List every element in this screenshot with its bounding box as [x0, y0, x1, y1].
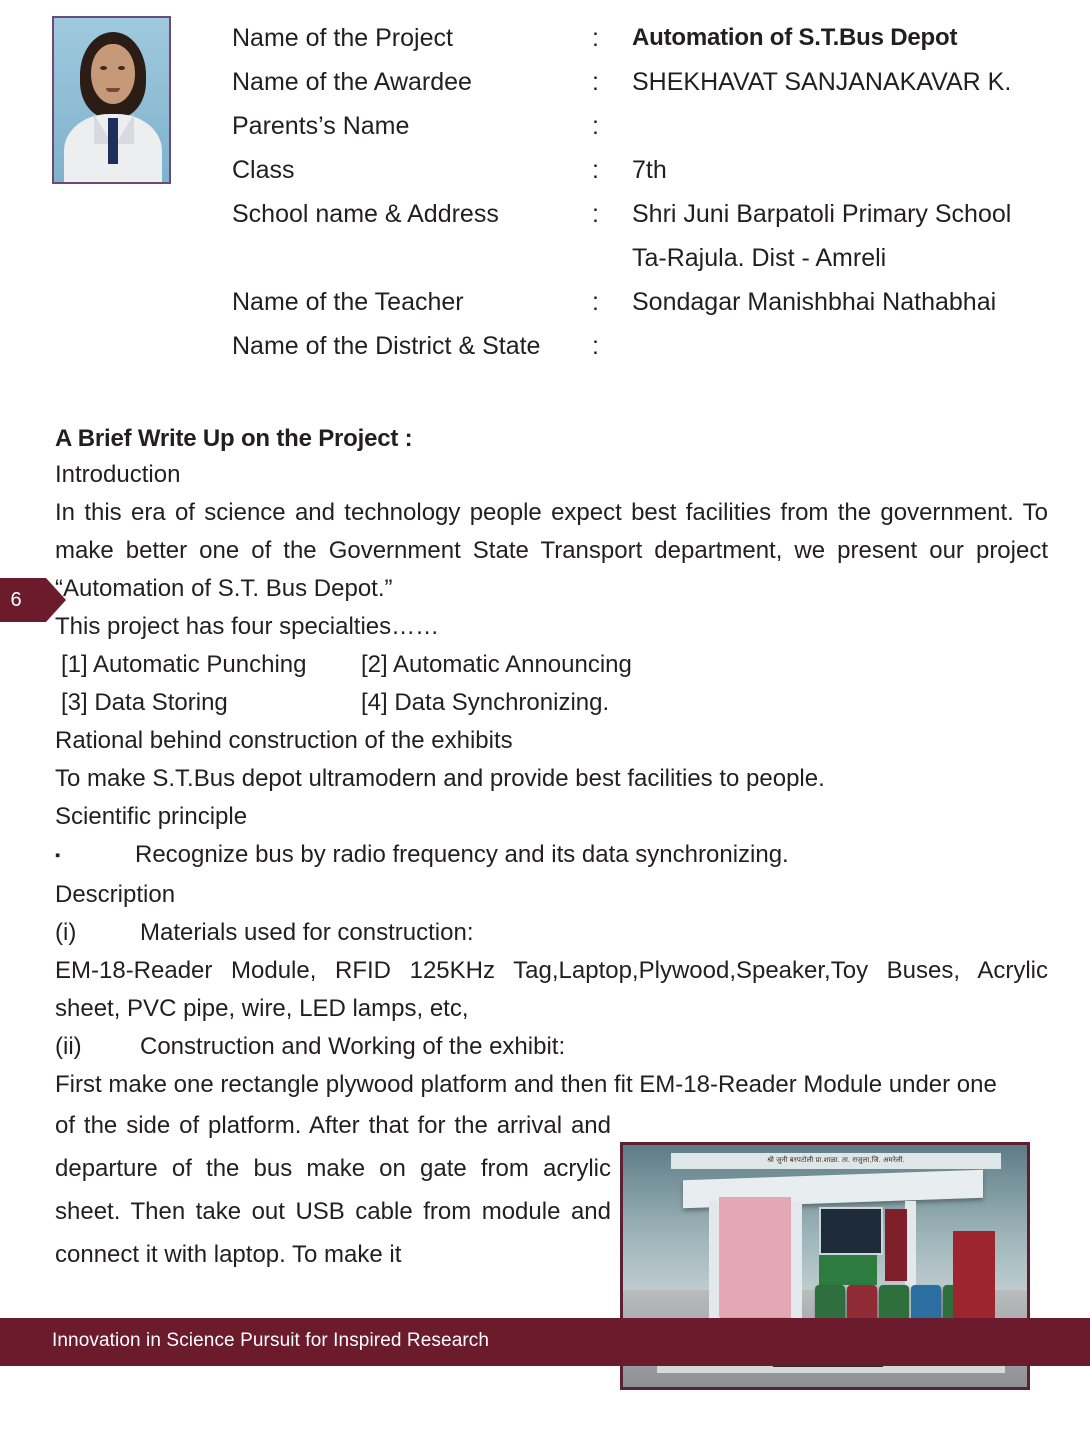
info-value-teacher: Sondagar Manishbhai Nathabhai — [632, 288, 997, 316]
awardee-photo — [52, 16, 171, 184]
info-label: Name of the Teacher — [232, 288, 464, 316]
principle-bullet-text: Recognize bus by radio frequency and its data synchronizing. — [135, 841, 789, 868]
model-green-panel — [819, 1255, 877, 1285]
info-value-school: Shri Juni Barpatoli Primary School — [632, 200, 1012, 228]
info-value-awardee: SHEKHAVAT SANJANAKAVAR K. — [632, 68, 1012, 96]
materials-text: EM-18-Reader Module, RFID 125KHz Tag,Laptop,Plywood,Speaker,Toy Buses, Acrylic sheet, PVC pipe, wire, LED lamps, etc, — [55, 957, 1048, 1022]
rational-label: Rational behind construction of the exhibits — [55, 727, 513, 754]
portrait-eye-right — [118, 66, 125, 70]
info-row-district-state — [232, 324, 1052, 368]
info-value-class: 7th — [632, 156, 667, 184]
info-label: Parents’s Name — [232, 112, 410, 140]
specialties-lead: This project has four specialties…… — [55, 613, 440, 640]
info-colon: : — [592, 288, 599, 316]
info-colon: : — [592, 112, 599, 140]
description-item-ii-text: Construction and Working of the exhibit: — [140, 1033, 566, 1060]
info-label: Name of the Project — [232, 24, 453, 52]
portrait-collar-right — [116, 114, 134, 144]
info-colon: : — [592, 24, 599, 52]
description-item-i-number: (i) — [55, 919, 77, 946]
info-row-class — [232, 148, 1052, 192]
description-label: Description — [55, 881, 176, 908]
info-label: Name of the District & State — [232, 332, 541, 360]
portrait-tie — [108, 118, 118, 164]
description-item-i — [55, 914, 1048, 952]
model-banner-text: श्री जुनी बरपटोली प्रा.शाळा. ता. राजुला,जि. अमरेली. — [671, 1153, 1001, 1169]
specialty-3: [3] Data Storing — [61, 689, 228, 716]
project-info-table — [232, 16, 1052, 368]
portrait-eye-left — [100, 66, 107, 70]
model-display-board — [819, 1207, 883, 1255]
info-colon: : — [592, 200, 599, 228]
info-label: Class — [232, 156, 295, 184]
footer-text: Innovation in Science Pursuit for Inspired Research — [52, 1330, 490, 1351]
specialties-row-1 — [55, 646, 1048, 684]
info-row-parents — [232, 104, 1052, 148]
info-label: Name of the Awardee — [232, 68, 472, 96]
principle-label: Scientific principle — [55, 803, 248, 830]
specialties-row-2 — [55, 684, 1048, 722]
info-row-project — [232, 16, 1052, 60]
info-label: School name & Address — [232, 200, 499, 228]
specialty-4: [4] Data Synchronizing. — [361, 689, 610, 716]
specialty-2: [2] Automatic Announcing — [361, 651, 632, 678]
introduction-text: In this era of science and technology people expect best facilities from the government. To make better one of the Government State Transport department, we present our project “Automation of S.T. Bus Depot.” — [55, 499, 1048, 602]
description-item-i-text: Materials used for construction: — [140, 919, 474, 946]
info-row-awardee — [232, 60, 1052, 104]
principle-bullet-row — [55, 836, 1048, 876]
specialty-1: [1] Automatic Punching — [61, 651, 307, 678]
info-row-teacher — [232, 280, 1052, 324]
portrait-face — [91, 44, 135, 104]
square-bullet-icon: ▪ — [55, 847, 61, 864]
info-colon: : — [592, 68, 599, 96]
model-side-board — [885, 1209, 907, 1281]
info-colon: : — [592, 156, 599, 184]
description-item-ii — [55, 1028, 1048, 1066]
introduction-label: Introduction — [55, 461, 181, 488]
info-value-project: Automation of S.T.Bus Depot — [632, 24, 958, 51]
info-row-school — [232, 192, 1052, 236]
description-item-ii-number: (ii) — [55, 1033, 82, 1060]
construction-wrapped-text: of the side of platform. After that for the arrival and departure of the bus make on gate from acrylic sheet. Then take out USB cable from module and connect it with laptop. To make it — [55, 1112, 611, 1268]
construction-first-line: First make one rectangle plywood platform and then fit EM-18-Reader Module under one — [55, 1071, 997, 1098]
model-red-panel — [953, 1231, 995, 1323]
info-colon: : — [592, 332, 599, 360]
model-wall — [719, 1197, 791, 1317]
writeup-heading: A Brief Write Up on the Project : — [55, 425, 413, 452]
portrait-mouth — [106, 88, 120, 92]
info-value-school-line2: Ta-Rajula. Dist - Amreli — [632, 244, 887, 272]
rational-text: To make S.T.Bus depot ultramodern and provide best facilities to people. — [55, 765, 825, 792]
page-number-tab: 6 — [0, 578, 46, 622]
